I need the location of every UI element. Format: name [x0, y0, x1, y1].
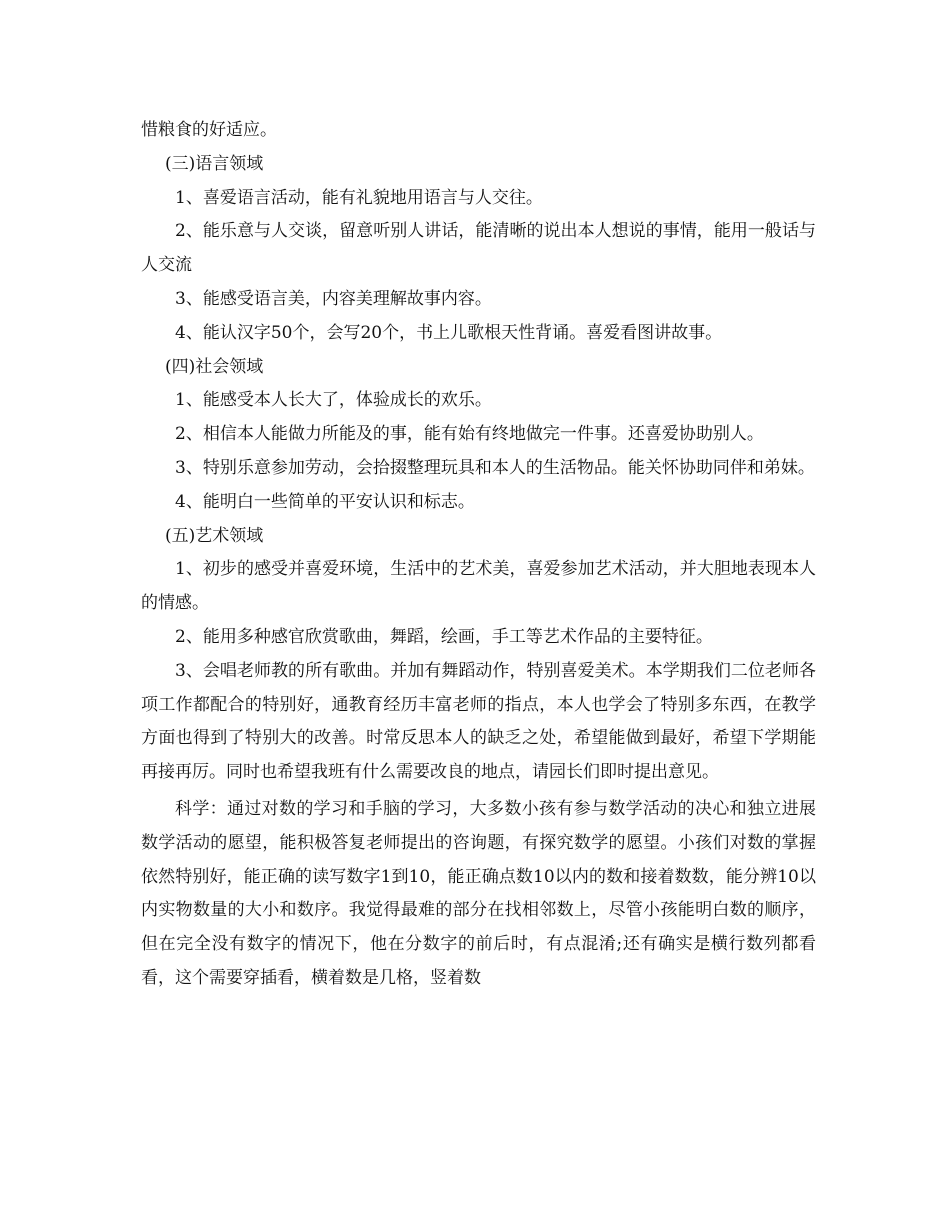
- paragraph-continuation: 惜粮食的好适应。: [141, 120, 277, 140]
- paragraph: 4、能明白一些简单的平安认识和标志。: [175, 491, 475, 512]
- paragraph: 2、能用多种感官欣赏歌曲，舞蹈，绘画，手工等艺术作品的主要特征。: [175, 626, 713, 647]
- paragraph: 1、喜爱语言活动，能有礼貌地用语言与人交往。: [175, 187, 543, 208]
- paragraph: 1、初步的感受并喜爱环境，生活中的艺术美，喜爱参加艺术活动，并大胆地表现本人的情感。: [141, 559, 816, 614]
- paragraph: 2、相信本人能做力所能及的事，能有始有终地做完一件事。还喜爱协助别人。: [175, 424, 764, 445]
- paragraph: 3、特别乐意参加劳动，会拾掇整理玩具和本人的生活物品。能关怀协助同伴和弟妹。: [175, 457, 815, 478]
- paragraph: 3、会唱老师教的所有歌曲。并加有舞蹈动作，特别喜爱美术。本学期我们二位老师各项工作都配合的特别好，通教育经历丰富老师的指点，本人也学会了特别多东西，在教学方面也得到了特别大的改善。时常反思本人的缺乏之处，希望能做到最好，希望下学期能再接再厉。同时也希望我班有什么需要改良的地点，请园长们即时提出意见。: [141, 660, 816, 783]
- document-page: [141, 114, 816, 996]
- paragraph-science: 科学：通过对数的学习和手脑的学习，大多数小孩有参与数学活动的决心和独立进展数学活动的愿望，能积极答复老师提出的咨询题，有探究数学的愿望。小孩们对数的掌握依然特别好，能正确的读写数字1到10，能正确点数10以内的数和接着数数，能分辨10以内实物数量的大小和数序。我觉得最难的部分在找相邻数上，尽管小孩能明白数的顺序，但在完全没有数字的情况下，他在分数字的前后时，有点混淆;还有确实是横行数列都看看，这个需要穿插看，横着数是几格，竖着数: [141, 798, 816, 988]
- paragraph: 2、能乐意与人交谈，留意听别人讲话，能清晰的说出本人想说的事情，能用一般话与人交流: [141, 221, 816, 276]
- paragraph: 1、能感受本人长大了，体验成长的欢乐。: [175, 390, 492, 411]
- section-heading-language: (三)语言领域: [165, 153, 264, 174]
- section-heading-art: (五)艺术领域: [165, 525, 264, 546]
- paragraph: 3、能感受语言美，内容美理解故事内容。: [175, 288, 492, 309]
- paragraph: 4、能认汉字50个，会写20个，书上儿歌根天性背诵。喜爱看图讲故事。: [175, 322, 723, 343]
- section-heading-social: (四)社会领域: [165, 356, 264, 377]
